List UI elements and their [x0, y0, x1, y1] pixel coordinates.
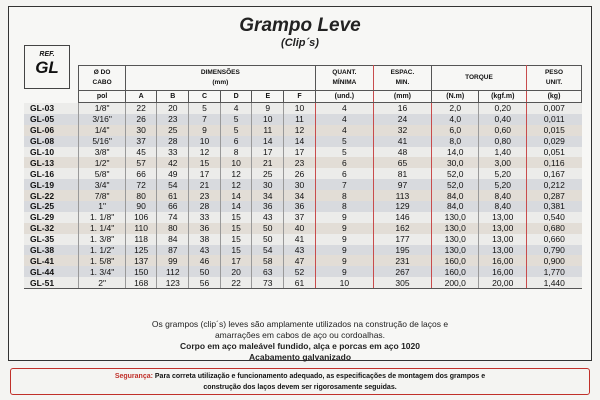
table-cell: 74 — [157, 212, 189, 223]
table-cell: 9 — [315, 266, 373, 277]
table-cell: 0,029 — [527, 136, 582, 147]
row-reference: GL-16 — [24, 168, 79, 179]
table-cell: 1,770 — [527, 266, 582, 277]
table-cell: 177 — [373, 234, 431, 245]
table-cell: 13,00 — [479, 223, 527, 234]
table-cell: 9 — [252, 103, 284, 114]
table-cell: 1,440 — [527, 277, 582, 288]
table-cell: 34 — [284, 190, 316, 201]
table-cell: 0,287 — [527, 190, 582, 201]
table-cell: 20 — [220, 266, 252, 277]
row-reference: GL-35 — [24, 234, 79, 245]
table-cell: 43 — [189, 245, 221, 256]
row-reference: GL-44 — [24, 266, 79, 277]
table-cell: 24 — [373, 114, 431, 125]
table-cell: 113 — [373, 190, 431, 201]
table-cell: 10 — [220, 157, 252, 168]
table-cell: 130,0 — [431, 245, 479, 256]
table-cell: 13,00 — [479, 212, 527, 223]
table-row — [24, 168, 582, 179]
table-cell: 26 — [284, 168, 316, 179]
table-cell: 41 — [373, 136, 431, 147]
table-cell: 130,0 — [431, 223, 479, 234]
table-cell: 4,0 — [431, 114, 479, 125]
table-row — [24, 266, 582, 277]
table-cell: 17 — [252, 147, 284, 158]
table-cell: 10 — [252, 114, 284, 125]
table-cell: 5/8" — [79, 168, 125, 179]
table-cell: 7 — [315, 179, 373, 190]
table-cell: 10 — [284, 103, 316, 114]
table-cell: 9 — [189, 125, 221, 136]
table-cell: 1/8" — [79, 103, 125, 114]
table-cell: 14 — [220, 190, 252, 201]
table-cell: 5 — [189, 103, 221, 114]
table-cell: 8 — [220, 147, 252, 158]
table-cell: 5 — [315, 147, 373, 158]
unit-cell: F — [284, 91, 316, 103]
table-row — [24, 223, 582, 234]
table-cell: 1,40 — [479, 147, 527, 158]
table-cell: 30 — [252, 179, 284, 190]
table-row — [24, 103, 582, 114]
table-row — [24, 201, 582, 212]
table-cell: 13,00 — [479, 245, 527, 256]
unit-cell: D — [220, 91, 252, 103]
table-cell: 14 — [284, 136, 316, 147]
table-cell: 40 — [284, 223, 316, 234]
spec-table — [24, 65, 582, 289]
table-cell: 6 — [315, 168, 373, 179]
table-cell: 23 — [189, 190, 221, 201]
page-subtitle: (Clip´s) — [281, 37, 319, 49]
notes-line: Os grampos (clip´s) leves são amplamente utilizados na construção de laços e — [151, 319, 449, 329]
table-cell: 146 — [373, 212, 431, 223]
table-cell: 150 — [125, 266, 157, 277]
table-cell: 15 — [220, 245, 252, 256]
table-cell: 16 — [373, 103, 431, 114]
table-cell: 8,0 — [431, 136, 479, 147]
row-reference: GL-19 — [24, 179, 79, 190]
table-cell: 3,00 — [479, 157, 527, 168]
table-cell: 33 — [189, 212, 221, 223]
table-cell: 0,167 — [527, 168, 582, 179]
row-reference: GL-03 — [24, 103, 79, 114]
table-cell: 52 — [284, 266, 316, 277]
table-cell: 56 — [189, 277, 221, 288]
unit-cell: (kgf.m) — [479, 91, 527, 103]
unit-ref-spacer — [24, 91, 79, 103]
table-row — [24, 255, 582, 266]
unit-cell: pol — [79, 91, 125, 103]
table-cell: 47 — [284, 255, 316, 266]
safety-notice — [10, 368, 590, 395]
finish-note: Acabamento galvanizado — [248, 352, 352, 362]
table-cell: 66 — [157, 201, 189, 212]
table-cell: 9 — [315, 212, 373, 223]
table-cell: 0,80 — [479, 136, 527, 147]
table-row — [24, 125, 582, 136]
table-cell: 13,00 — [479, 234, 527, 245]
table-cell: 130,0 — [431, 212, 479, 223]
table-cell: 28 — [189, 201, 221, 212]
table-cell: 2" — [79, 277, 125, 288]
table-cell: 11 — [284, 114, 316, 125]
table-cell: 110 — [125, 223, 157, 234]
table-cell: 50 — [189, 266, 221, 277]
table-cell: 61 — [157, 190, 189, 201]
table-cell: 2,0 — [431, 103, 479, 114]
table-cell: 22 — [220, 277, 252, 288]
table-cell: 32 — [373, 125, 431, 136]
table-cell: 160,0 — [431, 255, 479, 266]
table-cell: 30 — [284, 179, 316, 190]
table-cell: 84 — [157, 234, 189, 245]
table-cell: 30 — [125, 125, 157, 136]
table-cell: 8,40 — [479, 190, 527, 201]
table-cell: 66 — [125, 168, 157, 179]
table-cell: 3/16" — [79, 114, 125, 125]
table-cell: 5 — [220, 114, 252, 125]
table-cell: 23 — [284, 157, 316, 168]
table-cell: 10 — [315, 277, 373, 288]
table-cell: 58 — [252, 255, 284, 266]
table-cell: 0,011 — [527, 114, 582, 125]
table-cell: 1. 3/4" — [79, 266, 125, 277]
table-cell: 112 — [157, 266, 189, 277]
ref-label: REF. — [39, 51, 55, 58]
table-cell: 28 — [157, 136, 189, 147]
table-cell: 97 — [373, 179, 431, 190]
table-cell: 33 — [157, 147, 189, 158]
row-reference: GL-08 — [24, 136, 79, 147]
table-cell: 16,00 — [479, 266, 527, 277]
table-cell: 0,680 — [527, 223, 582, 234]
table-cell: 0,900 — [527, 255, 582, 266]
safety-line: Para correta utilização e funcionamento adequado, as especificações de montagem dos grampos e — [154, 373, 486, 380]
table-cell: 129 — [373, 201, 431, 212]
unit-cell: (und.) — [315, 91, 373, 103]
table-cell: 5,20 — [479, 179, 527, 190]
table-cell: 9 — [315, 255, 373, 266]
table-cell: 23 — [157, 114, 189, 125]
unit-cell: B — [157, 91, 189, 103]
table-cell: 7 — [189, 114, 221, 125]
table-cell: 36 — [252, 201, 284, 212]
table-cell: 8 — [315, 190, 373, 201]
table-cell: 106 — [125, 212, 157, 223]
table-cell: 4 — [220, 103, 252, 114]
table-row — [24, 212, 582, 223]
table-cell: 8 — [315, 201, 373, 212]
table-cell: 125 — [125, 245, 157, 256]
table-cell: 50 — [252, 234, 284, 245]
table-cell: 73 — [252, 277, 284, 288]
table-cell: 14 — [252, 136, 284, 147]
material-note: Corpo em aço maleável fundido, alça e porcas em aço 1020 — [180, 341, 420, 351]
table-cell: 1. 1/4" — [79, 223, 125, 234]
table-cell: 14,0 — [431, 147, 479, 158]
header-unit-weight: PESO UNIT. — [527, 66, 582, 91]
table-cell: 118 — [125, 234, 157, 245]
table-cell: 305 — [373, 277, 431, 288]
header-diameter: Ø DO CABO — [79, 66, 125, 91]
table-cell: 0,007 — [527, 103, 582, 114]
table-cell: 10 — [189, 136, 221, 147]
table-cell: 52,0 — [431, 179, 479, 190]
table-cell: 25 — [252, 168, 284, 179]
table-cell: 90 — [125, 201, 157, 212]
table-cell: 3/8" — [79, 147, 125, 158]
table-cell: 0,540 — [527, 212, 582, 223]
table-cell: 4 — [315, 103, 373, 114]
table-cell: 54 — [252, 245, 284, 256]
table-cell: 81 — [373, 168, 431, 179]
table-cell: 61 — [284, 277, 316, 288]
table-cell: 72 — [125, 179, 157, 190]
unit-cell: (N.m) — [431, 91, 479, 103]
table-cell: 21 — [189, 179, 221, 190]
table-cell: 17 — [284, 147, 316, 158]
unit-cell: E — [252, 91, 284, 103]
table-cell: 34 — [252, 190, 284, 201]
table-cell: 0,20 — [479, 103, 527, 114]
table-cell: 1. 1/2" — [79, 245, 125, 256]
row-reference: GL-38 — [24, 245, 79, 256]
table-cell: 6 — [220, 136, 252, 147]
table-cell: 84,0 — [431, 201, 479, 212]
table-row — [24, 179, 582, 190]
table-cell: 160,0 — [431, 266, 479, 277]
row-reference: GL-13 — [24, 157, 79, 168]
ref-code: GL — [35, 58, 59, 77]
table-row — [24, 234, 582, 245]
table-cell: 12 — [189, 147, 221, 158]
spec-table-body — [24, 103, 582, 289]
table-cell: 1. 1/8" — [79, 212, 125, 223]
safety-line: construção dos laços devem ser rigorosamente seguidas. — [203, 384, 397, 391]
table-cell: 0,790 — [527, 245, 582, 256]
table-cell: 0,015 — [527, 125, 582, 136]
row-reference: GL-10 — [24, 147, 79, 158]
table-cell: 1. 5/8" — [79, 255, 125, 266]
table-cell: 20,00 — [479, 277, 527, 288]
table-cell: 52,0 — [431, 168, 479, 179]
unit-cell: (kg) — [527, 91, 582, 103]
table-cell: 195 — [373, 245, 431, 256]
row-reference: GL-22 — [24, 190, 79, 201]
table-cell: 7/8" — [79, 190, 125, 201]
header-min-quantity: QUANT. MÍNIMA — [315, 66, 373, 91]
table-cell: 130,0 — [431, 234, 479, 245]
table-cell: 49 — [157, 168, 189, 179]
table-row — [24, 136, 582, 147]
table-cell: 6,0 — [431, 125, 479, 136]
table-cell: 38 — [189, 234, 221, 245]
header-min-spacing: ESPAC. MIN. — [373, 66, 431, 91]
table-cell: 15 — [220, 212, 252, 223]
table-cell: 17 — [220, 255, 252, 266]
table-cell: 43 — [284, 245, 316, 256]
table-cell: 0,051 — [527, 147, 582, 158]
row-reference: GL-51 — [24, 277, 79, 288]
table-cell: 12 — [220, 179, 252, 190]
table-cell: 80 — [125, 190, 157, 201]
table-cell: 36 — [284, 201, 316, 212]
table-cell: 5 — [315, 136, 373, 147]
header-torque: TORQUE — [431, 66, 526, 91]
product-notes — [9, 319, 591, 363]
table-cell: 9 — [315, 234, 373, 245]
row-reference: GL-06 — [24, 125, 79, 136]
table-cell: 50 — [252, 223, 284, 234]
table-cell: 46 — [189, 255, 221, 266]
row-reference: GL-05 — [24, 114, 79, 125]
row-reference: GL-41 — [24, 255, 79, 266]
page-title: Grampo Leve — [239, 15, 361, 36]
table-cell: 0,381 — [527, 201, 582, 212]
row-reference: GL-32 — [24, 223, 79, 234]
table-cell: 16,00 — [479, 255, 527, 266]
table-cell: 20 — [157, 103, 189, 114]
table-cell: 0,116 — [527, 157, 582, 168]
table-cell: 12 — [284, 125, 316, 136]
table-cell: 1/2" — [79, 157, 125, 168]
table-cell: 99 — [157, 255, 189, 266]
table-cell: 1/4" — [79, 125, 125, 136]
table-cell: 43 — [252, 212, 284, 223]
table-cell: 41 — [284, 234, 316, 245]
table-cell: 65 — [373, 157, 431, 168]
table-cell: 15 — [189, 157, 221, 168]
table-cell: 9 — [315, 223, 373, 234]
table-cell: 42 — [157, 157, 189, 168]
table-cell: 63 — [252, 266, 284, 277]
safety-label: Segurança: — [114, 373, 153, 380]
table-row — [24, 157, 582, 168]
table-cell: 11 — [252, 125, 284, 136]
table-cell: 1. 3/8" — [79, 234, 125, 245]
table-cell: 1" — [79, 201, 125, 212]
table-cell: 5,20 — [479, 168, 527, 179]
table-cell: 21 — [252, 157, 284, 168]
notes-line: amarrações em cabos de aço ou cordoalhas. — [214, 330, 386, 340]
table-cell: 231 — [373, 255, 431, 266]
table-cell: 12 — [220, 168, 252, 179]
table-row — [24, 147, 582, 158]
table-cell: 26 — [125, 114, 157, 125]
table-cell: 5/16" — [79, 136, 125, 147]
table-cell: 57 — [125, 157, 157, 168]
table-cell: 25 — [157, 125, 189, 136]
table-cell: 8,40 — [479, 201, 527, 212]
table-cell: 267 — [373, 266, 431, 277]
unit-cell: (mm) — [373, 91, 431, 103]
row-reference: GL-25 — [24, 201, 79, 212]
table-cell: 4 — [315, 125, 373, 136]
table-cell: 4 — [315, 114, 373, 125]
table-row — [24, 277, 582, 288]
table-cell: 168 — [125, 277, 157, 288]
table-cell: 200,0 — [431, 277, 479, 288]
table-cell: 84,0 — [431, 190, 479, 201]
table-row — [24, 190, 582, 201]
table-cell: 22 — [125, 103, 157, 114]
table-cell: 9 — [315, 245, 373, 256]
table-cell: 123 — [157, 277, 189, 288]
header-ref-spacer — [24, 66, 79, 91]
table-cell: 162 — [373, 223, 431, 234]
spec-sheet — [8, 6, 592, 361]
table-cell: 37 — [125, 136, 157, 147]
table-cell: 0,660 — [527, 234, 582, 245]
unit-cell: C — [189, 91, 221, 103]
row-reference: GL-29 — [24, 212, 79, 223]
table-cell: 5 — [220, 125, 252, 136]
table-cell: 54 — [157, 179, 189, 190]
table-cell: 45 — [125, 147, 157, 158]
table-row — [24, 245, 582, 256]
table-cell: 37 — [284, 212, 316, 223]
table-cell: 0,212 — [527, 179, 582, 190]
table-cell: 30,0 — [431, 157, 479, 168]
table-cell: 15 — [220, 234, 252, 245]
unit-cell: A — [125, 91, 157, 103]
table-cell: 80 — [157, 223, 189, 234]
table-cell: 87 — [157, 245, 189, 256]
table-cell: 48 — [373, 147, 431, 158]
table-row — [24, 114, 582, 125]
table-cell: 0,60 — [479, 125, 527, 136]
table-cell: 137 — [125, 255, 157, 266]
table-cell: 0,40 — [479, 114, 527, 125]
table-cell: 3/4" — [79, 179, 125, 190]
table-cell: 14 — [220, 201, 252, 212]
table-cell: 17 — [189, 168, 221, 179]
table-cell: 15 — [220, 223, 252, 234]
header-dimensions: DIMENSÕES (mm) — [125, 66, 315, 91]
table-cell: 6 — [315, 157, 373, 168]
table-cell: 36 — [189, 223, 221, 234]
